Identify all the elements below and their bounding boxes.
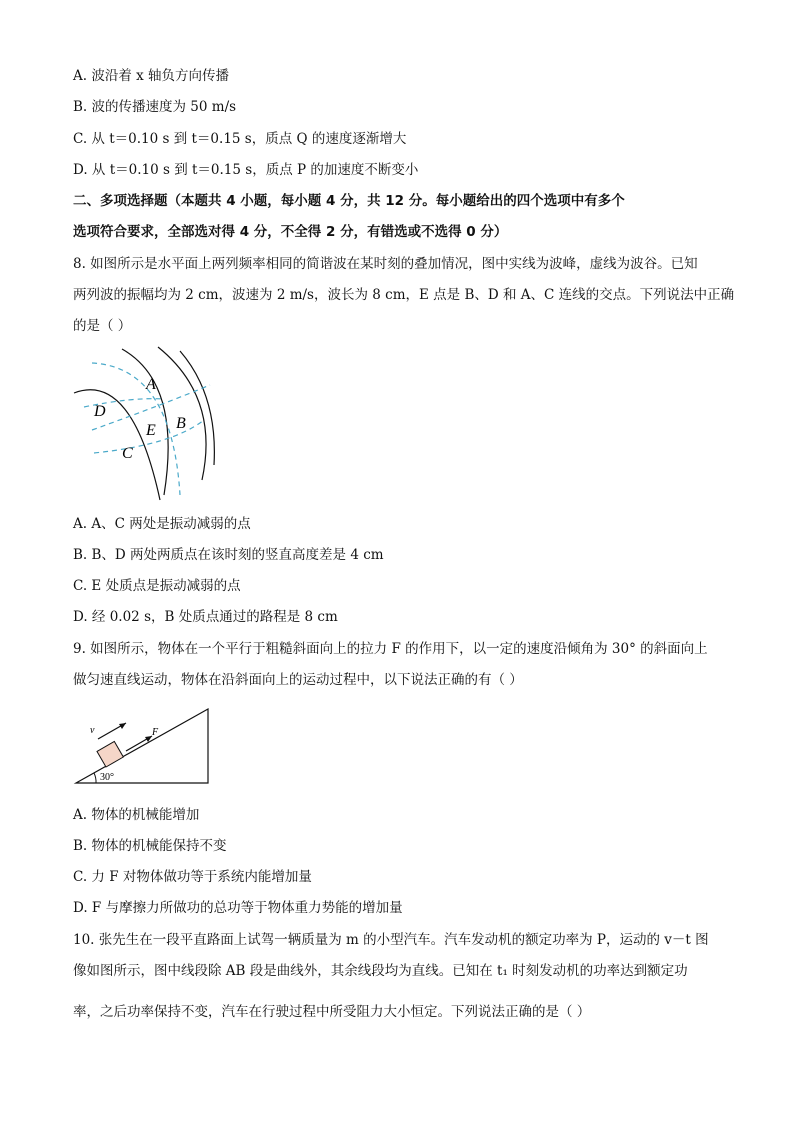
point-a-label: A <box>146 376 156 393</box>
q8-option-c: C. E 处质点是振动减弱的点 <box>73 578 241 594</box>
q9-option-a: A. 物体的机械能增加 <box>73 807 200 823</box>
q9-option-b: B. 物体的机械能保持不变 <box>73 838 227 854</box>
angle-arc <box>94 773 96 783</box>
incline-figure <box>72 705 212 787</box>
point-b-label: B <box>176 415 186 432</box>
force-label: F <box>152 727 159 738</box>
q9-stem-line2: 做匀速直线运动，物体在沿斜面向上的运动过程中，以下说法正确的有（ ） <box>73 672 523 688</box>
point-e-label: E <box>146 422 156 439</box>
q10-stem-line2: 像如图所示，图中线段除 AB 段是曲线外，其余线段均为直线。已知在 t₁ 时刻发动机的功率达到额定功 <box>73 963 688 979</box>
q8-option-d: D. 经 0.02 s，B 处质点通过的路程是 8 cm <box>73 609 338 625</box>
q8-option-b: B. B、D 两处两质点在该时刻的竖直高度差是 4 cm <box>73 547 384 563</box>
q8-option-a: A. A、C 两处是振动减弱的点 <box>73 516 251 532</box>
wave-interference-figure <box>72 345 222 505</box>
q7-option-c: C. 从 t＝0.10 s 到 t＝0.15 s，质点 Q 的速度逐渐增大 <box>73 131 407 147</box>
block <box>97 741 123 767</box>
q10-stem-line1: 10. 张先生在一段平直路面上试驾一辆质量为 m 的小型汽车。汽车发动机的额定功率为 P，运动的 v－t 图 <box>73 932 709 948</box>
q9-option-d: D. F 与摩擦力所做功的总功等于物体重力势能的增加量 <box>73 900 403 916</box>
section2-heading-line2: 选项符合要求，全部选对得 4 分，不全得 2 分，有错选或不选得 0 分） <box>73 224 508 240</box>
point-d-label: D <box>94 403 106 420</box>
q7-option-b: B. 波的传播速度为 50 m/s <box>73 99 237 115</box>
section2-heading-line1: 二、多项选择题（本题共 4 小题，每小题 4 分，共 12 分。每小题给出的四个选项中有多个 <box>73 193 625 209</box>
q7-option-a: A. 波沿着 x 轴负方向传播 <box>73 68 230 84</box>
q8-stem-line1: 8. 如图所示是水平面上两列频率相同的简谐波在某时刻的叠加情况，图中实线为波峰，虚线为波谷。已知 <box>73 256 698 272</box>
velocity-label: v <box>90 725 95 736</box>
q9-stem-line1: 9. 如图所示，物体在一个平行于粗糙斜面向上的拉力 F 的作用下，以一定的速度沿倾角为 30° 的斜面向上 <box>73 641 708 657</box>
q8-stem-line3: 的是（ ） <box>73 318 132 334</box>
q7-option-d: D. 从 t＝0.10 s 到 t＝0.15 s，质点 P 的加速度不断变小 <box>73 162 419 178</box>
angle-label: 30° <box>100 772 114 783</box>
incline-triangle <box>76 709 208 783</box>
q8-stem-line2: 两列波的振幅均为 2 cm，波速为 2 m/s，波长为 8 cm，E 点是 B、D 和 A、C 连线的交点。下列说法中正确 <box>73 287 735 303</box>
q9-option-c: C. 力 F 对物体做功等于系统内能增加量 <box>73 869 312 885</box>
q10-stem-line3: 率，之后功率保持不变，汽车在行驶过程中所受阻力大小恒定。下列说法正确的是（ ） <box>73 1004 591 1020</box>
wave-crest-lines <box>74 347 214 500</box>
point-c-label: C <box>122 445 133 462</box>
